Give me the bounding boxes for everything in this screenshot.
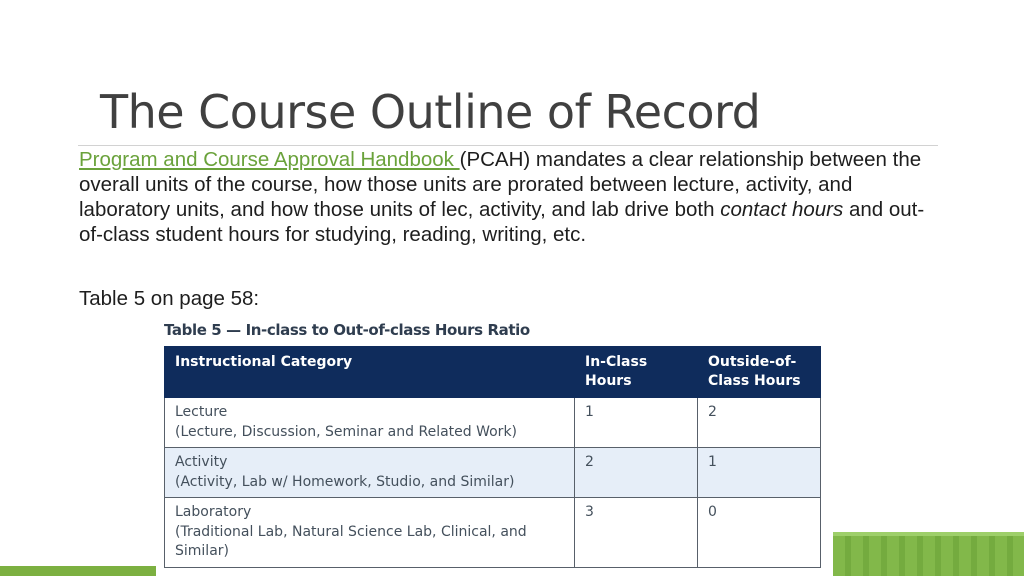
pcah-link[interactable]: Program and Course Approval Handbook <box>79 148 460 171</box>
body-paragraph <box>79 147 939 247</box>
body-text-part2: and out-of-class student hours for studying, reading, writing, etc. <box>79 198 925 246</box>
category-detail: (Lecture, Discussion, Seminar and Related Work) <box>175 423 518 440</box>
title-divider <box>78 145 938 146</box>
table-caption: Table 5 — In-class to Out-of-class Hours Ratio <box>164 321 530 339</box>
table-row <box>165 448 821 498</box>
outside-class-cell: 2 <box>698 398 821 448</box>
slide-title: The Course Outline of Record <box>100 85 761 139</box>
category-cell <box>165 448 575 498</box>
category-detail: (Traditional Lab, Natural Science Lab, Clinical, and Similar) <box>175 523 527 559</box>
category-detail: (Activity, Lab w/ Homework, Studio, and Similar) <box>175 473 515 490</box>
category-cell <box>165 498 575 568</box>
header-instructional-category: Instructional Category <box>165 347 575 398</box>
category-name: Lecture <box>175 404 228 420</box>
table-row <box>165 398 821 448</box>
table-row <box>165 498 821 568</box>
table-header-row <box>165 347 821 398</box>
header-outside-class-hours: Outside-of-Class Hours <box>698 347 821 398</box>
category-name: Activity <box>175 454 228 470</box>
footer-accent-bar-right <box>833 536 1024 576</box>
category-name: Laboratory <box>175 504 252 520</box>
in-class-cell: 3 <box>575 498 698 568</box>
category-cell <box>165 398 575 448</box>
header-in-class-hours: In-Class Hours <box>575 347 698 398</box>
in-class-cell: 1 <box>575 398 698 448</box>
table-image <box>156 316 833 566</box>
body-text-part1: (PCAH) mandates a clear relationship between the overall units of the course, how those units are prorated between lecture, activity, and laboratory units, and how those units of lec, activity, and lab drive both <box>79 148 922 221</box>
footer-accent-bar-left <box>0 566 156 576</box>
in-class-cell: 2 <box>575 448 698 498</box>
hours-ratio-table <box>164 346 821 568</box>
table-reference: Table 5 on page 58: <box>79 287 260 310</box>
outside-class-cell: 0 <box>698 498 821 568</box>
body-emphasis: contact hours <box>720 198 844 221</box>
outside-class-cell: 1 <box>698 448 821 498</box>
